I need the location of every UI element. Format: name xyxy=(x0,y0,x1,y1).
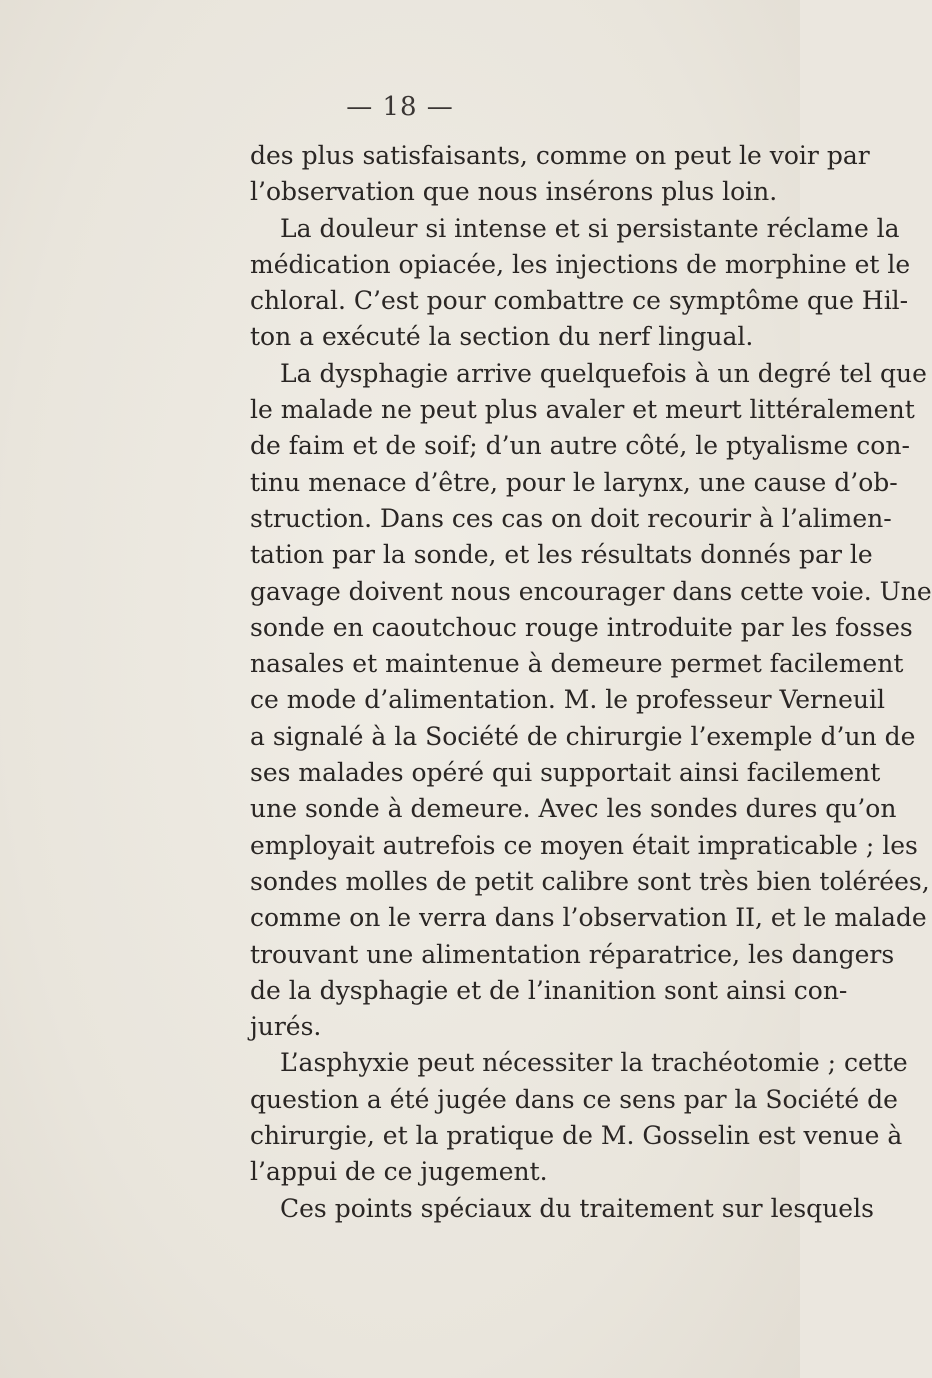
text-line: jurés. xyxy=(250,1012,322,1042)
text-line: chirurgie, et la pratique de M. Gosselin est venue à xyxy=(250,1121,903,1151)
text-line: struction. Dans ces cas on doit recourir à l’alimen- xyxy=(250,503,892,533)
text-line: trouvant une alimentation réparatrice, les dangers xyxy=(250,939,895,969)
text-line: tinu menace d’être, pour le larynx, une cause d’ob- xyxy=(250,467,898,497)
text-line: tation par la sonde, et les résultats donnés par le xyxy=(250,540,873,570)
text-line: employait autrefois ce moyen était impraticable ; les xyxy=(250,830,918,860)
text-line: ton a exécuté la section du nerf lingual. xyxy=(250,322,754,352)
text-line: sonde en caoutchouc rouge introduite par les fosses xyxy=(250,612,913,642)
text-line: une sonde à demeure. Avec les sondes dures qu’on xyxy=(250,794,897,824)
text-line: a signalé à la Société de chirurgie l’exemple d’un de xyxy=(250,721,916,751)
text-line: La dysphagie arrive quelquefois à un degré tel que xyxy=(280,358,927,388)
text-line: L’asphyxie peut nécessiter la trachéotomie ; cette xyxy=(280,1048,908,1078)
text-line: le malade ne peut plus avaler et meurt littéralement xyxy=(250,395,915,425)
text-line: l’observation que nous insérons plus loin. xyxy=(250,177,778,207)
text-line: ce mode d’alimentation. M. le professeur Verneuil xyxy=(250,685,885,715)
body-text xyxy=(250,138,932,1227)
text-line: gavage doivent nous encourager dans cette voie. Une xyxy=(250,576,932,606)
text-line: Ces points spéciaux du traitement sur lesquels xyxy=(280,1193,874,1223)
text-line: l’appui de ce jugement. xyxy=(250,1157,548,1187)
text-line: question a été jugée dans ce sens par la Société de xyxy=(250,1084,898,1114)
text-line: ses malades opéré qui supportait ainsi facilement xyxy=(250,758,881,788)
text-line: de la dysphagie et de l’inanition sont ainsi con- xyxy=(250,975,848,1005)
text-line: chloral. C’est pour combattre ce symptôme que Hil- xyxy=(250,286,909,316)
text-line: La douleur si intense et si persistante réclame la xyxy=(280,213,900,243)
text-line: de faim et de soif; d’un autre côté, le ptyalisme con- xyxy=(250,431,910,461)
text-line: médication opiacée, les injections de morphine et le xyxy=(250,249,911,279)
text-line: comme on le verra dans l’observation II, et le malade xyxy=(250,903,927,933)
page-number: — 18 — xyxy=(346,92,454,122)
text-line: des plus satisfaisants, comme on peut le voir par xyxy=(250,141,870,170)
text-line: sondes molles de petit calibre sont très bien tolérées, xyxy=(250,866,930,896)
text-line: nasales et maintenue à demeure permet facilement xyxy=(250,649,904,679)
